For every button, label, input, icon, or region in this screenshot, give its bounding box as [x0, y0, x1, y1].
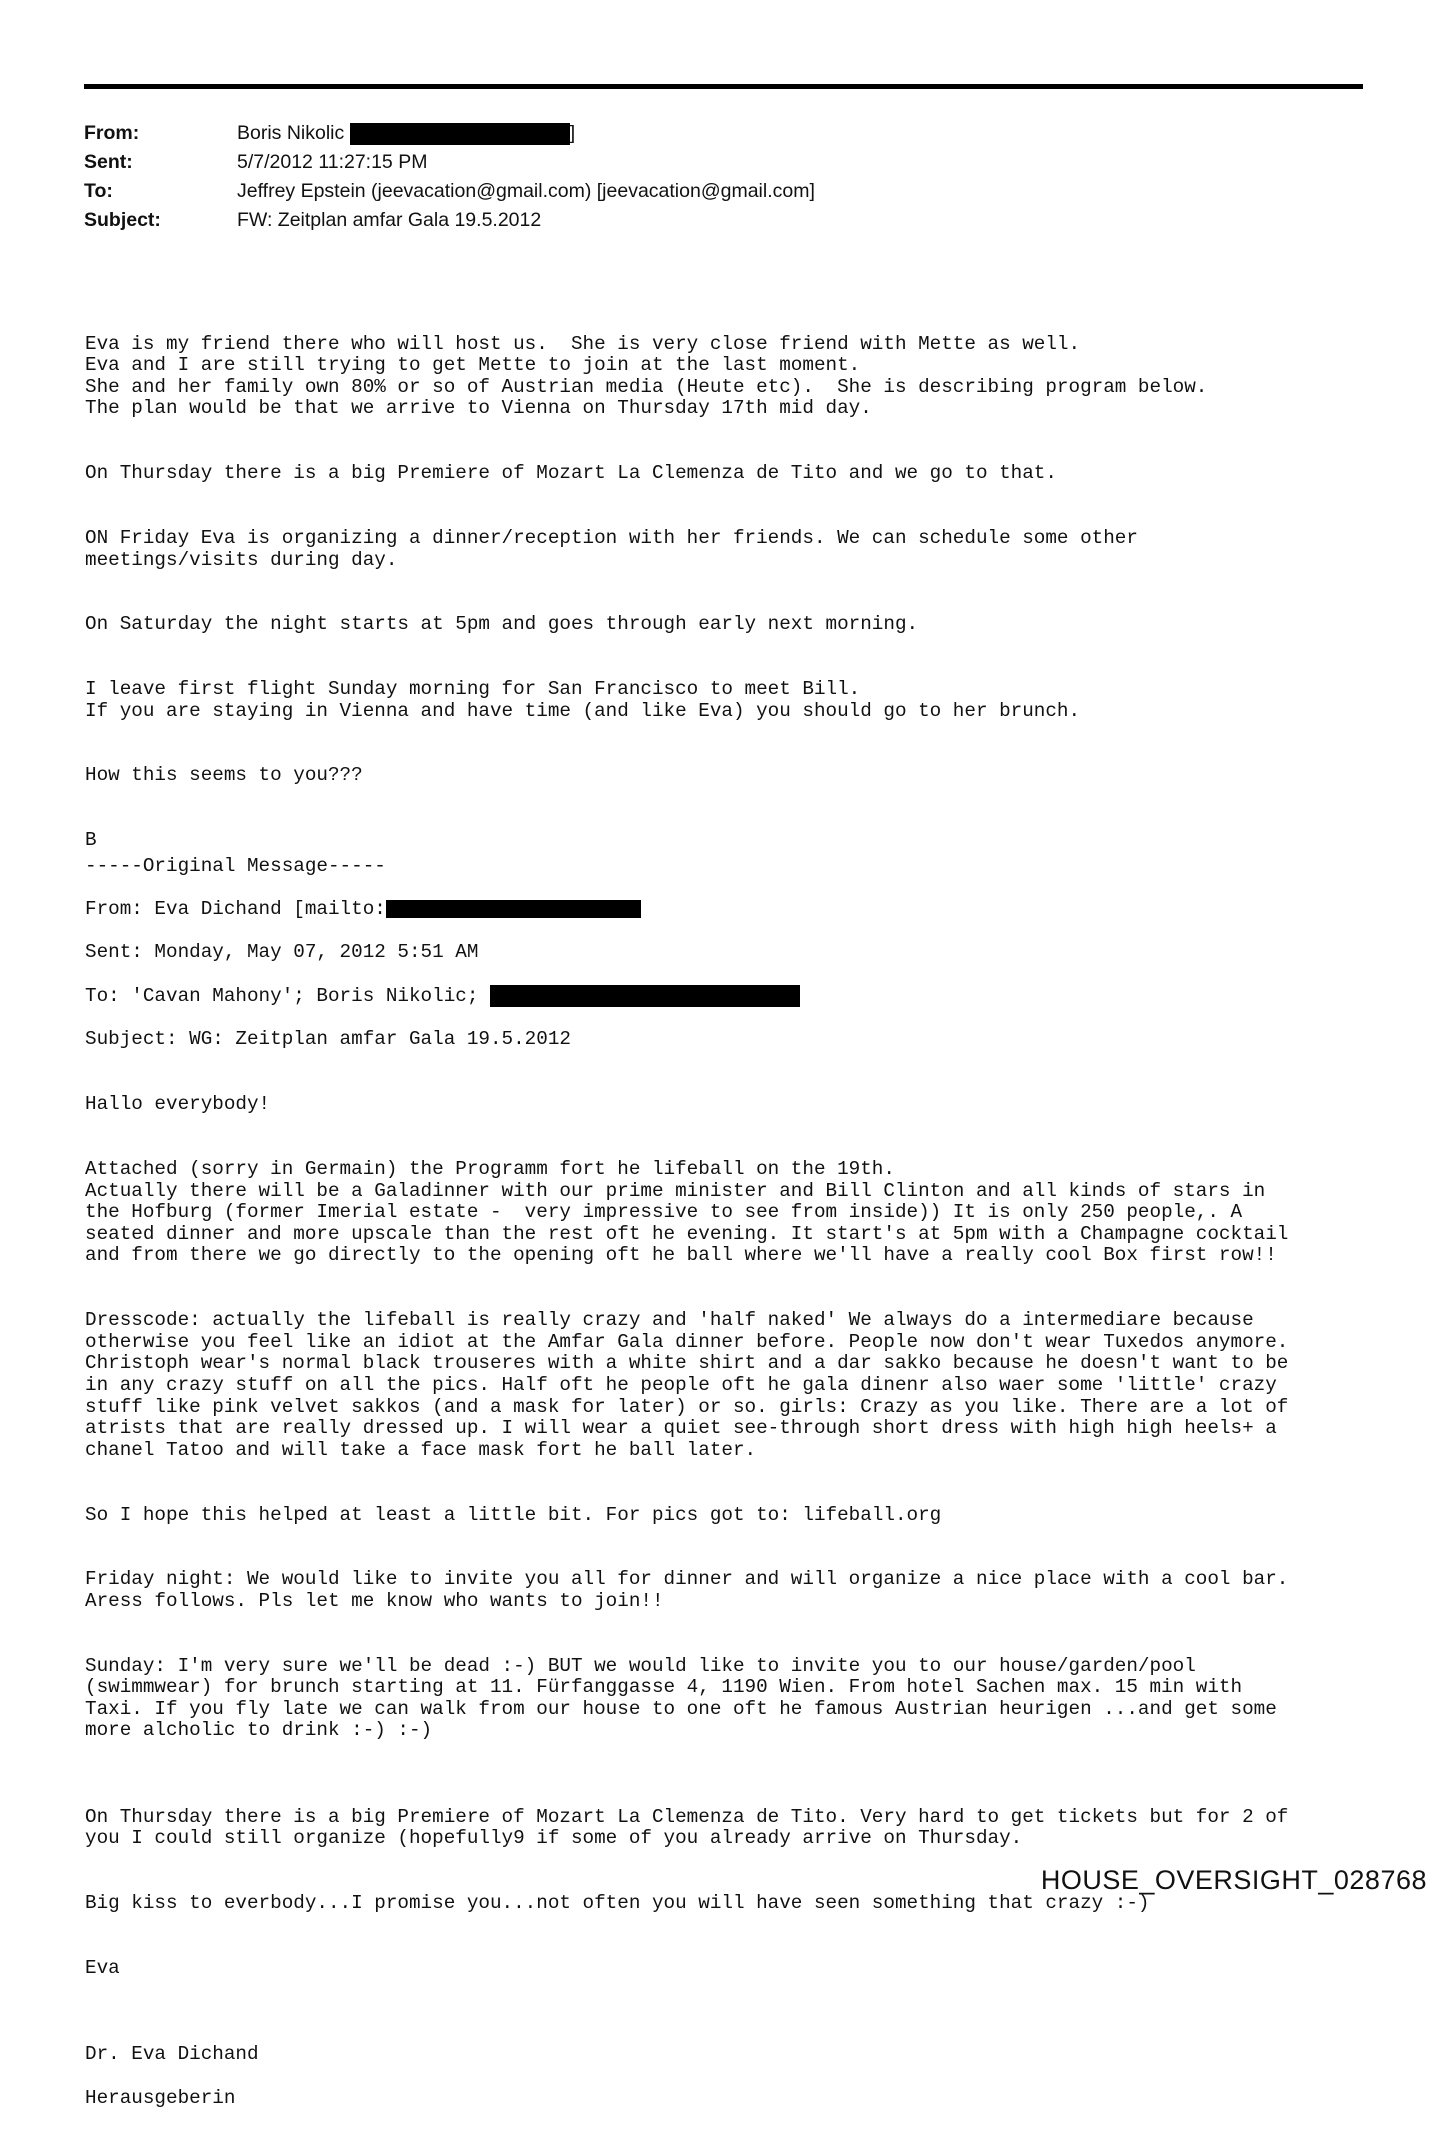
original-sent: Sent: Monday, May 07, 2012 5:51 AM [85, 940, 479, 963]
original-paragraph: Big kiss to everbody...I promise you...not often you will have seen something that crazy :-) [85, 1892, 1150, 1915]
body-paragraph: Eva is my friend there who will host us. She is very close friend with Mette as well. Eva and I are still trying to get Mette to join at the last moment. She and her family own 80% or so of Austrian media (Heute etc). She is describing program below. The plan would be that we arrive to Vienna on Thursday 17th mid day. [85, 332, 1208, 420]
original-separator: -----Original Message----- [85, 854, 386, 877]
body-paragraph: How this seems to you??? [85, 764, 363, 787]
subject-value: FW: Zeitplan amfar Gala 19.5.2012 [237, 209, 542, 231]
original-message [85, 834, 1288, 2131]
subject-label: Subject: [84, 209, 161, 231]
from-label: From: [84, 122, 140, 144]
sent-value: 5/7/2012 11:27:15 PM [237, 151, 428, 173]
from-value: Boris Nikolic ] [237, 122, 576, 144]
email-body [85, 312, 1207, 895]
original-from: From: Eva Dichand [mailto: [85, 899, 1288, 921]
original-subject: Subject: WG: Zeitplan amfar Gala 19.5.2012 [85, 1028, 571, 1051]
bates-stamp: HOUSE_OVERSIGHT_028768 [1040, 1865, 1427, 1895]
redaction-box [490, 985, 800, 1007]
body-paragraph: On Saturday the night starts at 5pm and goes through early next morning. [85, 613, 919, 636]
body-paragraph: I leave first flight Sunday morning for San Francisco to meet Bill. If you are staying in Vienna and have time (and like Eva) you should go to her brunch. [85, 678, 1081, 722]
original-paragraph: On Thursday there is a big Premiere of Mozart La Clemenza de Tito. Very hard to get tickets but for 2 of you I could still organize (hopefully9 if some of you already arrive on Thursday. [85, 1805, 1289, 1850]
body-signoff: B [85, 829, 97, 852]
original-paragraph: Dresscode: actually the lifeball is really crazy and 'half naked' We always do a intermediare because otherwise you feel like an idiot at the Amfar Gala dinner before. People now don't wear Tuxedos anymore. Christoph wear's normal black trouseres with a white shirt and a dar sakko because he doesn't want to be in any crazy stuff on all the pics. Half oft he people oft he gala dinenr also waer some 'little' crazy stuff like pink velvet sakkos (and a mask for later) or so. girls: Crazy as you like. There are a lot of atrists that are really dressed up. I will wear a quiet see-through short dress with high high heels+ a chanel Tatoo and will take a face mask fort he ball later. [85, 1309, 1289, 1461]
redaction-box [350, 123, 570, 145]
to-label: To: [84, 180, 113, 202]
redaction-box [386, 900, 641, 918]
original-signoff: Eva [85, 1956, 120, 1979]
to-value: Jeffrey Epstein (jeevacation@gmail.com) [jeevacation@gmail.com] [237, 180, 815, 202]
original-paragraph: So I hope this helped at least a little bit. For pics got to: lifeball.org [85, 1503, 942, 1526]
original-to: To: 'Cavan Mahony'; Boris Nikolic; [85, 985, 1288, 1008]
signature-name: Dr. Eva Dichand [85, 2043, 259, 2066]
original-greeting: Hallo everybody! [85, 1093, 271, 1116]
body-paragraph: ON Friday Eva is organizing a dinner/reception with her friends. We can schedule some other meetings/visits during day. [85, 526, 1138, 571]
original-paragraph: Friday night: We would like to invite you all for dinner and will organize a nice place with a cool bar. Aress follows. Pls let me know who wants to join!! [85, 1568, 1289, 1612]
original-paragraph: Attached (sorry in Germain) the Programm fort he lifeball on the 19th. Actually there will be a Galadinner with our prime minister and Bill Clinton and all kinds of stars in the Hofburg (former Imerial estate - very impressive to see from inside)) It is only 250 people,. A seated dinner and more upscale than the rest oft he evening. It start's at 5pm with a Champagne cocktail and from there we go directly to the opening oft he ball where we'll have a really cool Box first row!! [85, 1158, 1289, 1267]
header-divider [84, 84, 1363, 89]
sent-label: Sent: [84, 151, 133, 173]
signature-title: Herausgeberin [85, 2086, 236, 2109]
original-paragraph: Sunday: I'm very sure we'll be dead :-) BUT we would like to invite you to our house/garden/pool (swimmwear) for brunch starting at 11. Fürfanggasse 4, 1190 Wien. From hotel Sachen max. 15 min with Taxi. If you fly late we can walk from our house to one oft he famous Austrian heurigen ...and get some more alcholic to drink :-) :-) [85, 1654, 1277, 1742]
body-paragraph: On Thursday there is a big Premiere of Mozart La Clemenza de Tito and we go to that. [85, 462, 1057, 485]
